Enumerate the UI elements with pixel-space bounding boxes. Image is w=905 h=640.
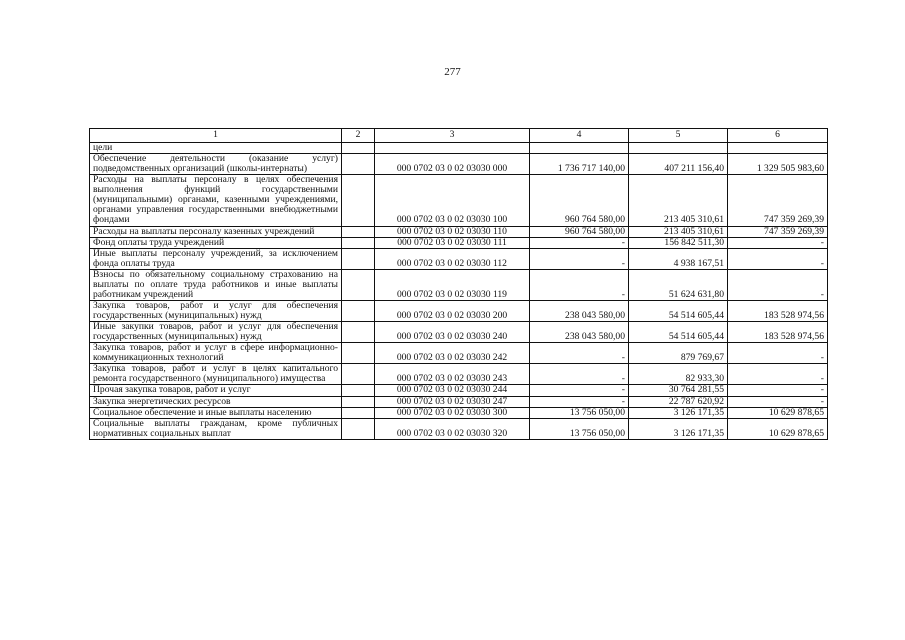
row-value-col6: 183 528 974,56 <box>728 300 828 321</box>
row-col2-cell <box>342 418 375 439</box>
row-value-col4: - <box>530 396 629 407</box>
row-value-col4: 1 736 717 140,00 <box>530 154 629 175</box>
table-row <box>90 385 828 396</box>
row-value-col6: 183 528 974,56 <box>728 322 828 343</box>
row-code-cell: 000 0702 03 0 02 03030 242 <box>375 343 530 364</box>
row-name-cell: Социальные выплаты гражданам, кроме публичных нормативных социальных выплат <box>90 418 342 439</box>
row-value-col5: 30 764 281,55 <box>629 385 728 396</box>
row-value-col6: 10 629 878,65 <box>728 418 828 439</box>
row-col2-cell <box>342 226 375 237</box>
row-value-col5: 213 405 310,61 <box>629 175 728 226</box>
row-value-col4: 960 764 580,00 <box>530 226 629 237</box>
row-col2-cell <box>342 248 375 269</box>
header-col-4: 4 <box>530 129 629 143</box>
header-col-1: 1 <box>90 129 342 143</box>
row-code-cell: 000 0702 03 0 02 03030 119 <box>375 269 530 300</box>
row-value-col5: 22 787 620,92 <box>629 396 728 407</box>
table-row <box>90 407 828 418</box>
row-name-cell: Социальное обеспечение и иные выплаты населению <box>90 407 342 418</box>
row-code-cell: 000 0702 03 0 02 03030 300 <box>375 407 530 418</box>
row-name-cell: Иные выплаты персоналу учреждений, за исключением фонда оплаты труда <box>90 248 342 269</box>
table-row <box>90 396 828 407</box>
row-code-cell: 000 0702 03 0 02 03030 000 <box>375 154 530 175</box>
row-name-cell: Прочая закупка товаров, работ и услуг <box>90 385 342 396</box>
row-value-col6 <box>728 143 828 154</box>
row-value-col4: 238 043 580,00 <box>530 300 629 321</box>
row-col2-cell <box>342 237 375 248</box>
row-value-col6: - <box>728 248 828 269</box>
row-name-cell: Закупка товаров, работ и услуг для обеспечения государственных (муниципальных) нужд <box>90 300 342 321</box>
row-code-cell: 000 0702 03 0 02 03030 247 <box>375 396 530 407</box>
row-value-col6: 747 359 269,39 <box>728 226 828 237</box>
row-value-col6: - <box>728 396 828 407</box>
row-name-cell: Взносы по обязательному социальному страхованию на выплаты по оплате труда работников и иные выплаты работникам учреждений <box>90 269 342 300</box>
row-value-col4: - <box>530 364 629 385</box>
row-code-cell <box>375 143 530 154</box>
header-col-6: 6 <box>728 129 828 143</box>
row-col2-cell <box>342 364 375 385</box>
row-value-col5 <box>629 143 728 154</box>
row-code-cell: 000 0702 03 0 02 03030 112 <box>375 248 530 269</box>
header-col-3: 3 <box>375 129 530 143</box>
row-name-cell: Обеспечение деятельности (оказание услуг) подведомственных организаций (школы-интернаты) <box>90 154 342 175</box>
row-value-col4: - <box>530 248 629 269</box>
row-value-col4: - <box>530 237 629 248</box>
table-row <box>90 226 828 237</box>
table-row <box>90 154 828 175</box>
row-name-cell: Расходы на выплаты персоналу в целях обеспечения выполнения функций государственными (муниципальными) органами, казенными учреждениями, органами управления государственными внебюджетными фондами <box>90 175 342 226</box>
row-value-col4: - <box>530 343 629 364</box>
table-row <box>90 418 828 439</box>
table-row <box>90 322 828 343</box>
row-value-col6: - <box>728 385 828 396</box>
table-header-row <box>90 129 828 143</box>
row-name-cell: Фонд оплаты труда учреждений <box>90 237 342 248</box>
header-col-5: 5 <box>629 129 728 143</box>
row-name-cell: Закупка товаров, работ и услуг в сфере информационно-коммуникационных технологий <box>90 343 342 364</box>
row-col2-cell <box>342 396 375 407</box>
row-value-col4: 960 764 580,00 <box>530 175 629 226</box>
row-value-col5: 51 624 631,80 <box>629 269 728 300</box>
row-code-cell: 000 0702 03 0 02 03030 240 <box>375 322 530 343</box>
row-value-col6: - <box>728 343 828 364</box>
row-value-col5: 3 126 171,35 <box>629 418 728 439</box>
table-row <box>90 248 828 269</box>
table-row <box>90 343 828 364</box>
row-code-cell: 000 0702 03 0 02 03030 244 <box>375 385 530 396</box>
row-col2-cell <box>342 300 375 321</box>
row-code-cell: 000 0702 03 0 02 03030 110 <box>375 226 530 237</box>
table-row <box>90 300 828 321</box>
row-name-cell: Закупка энергетических ресурсов <box>90 396 342 407</box>
row-code-cell: 000 0702 03 0 02 03030 111 <box>375 237 530 248</box>
row-col2-cell <box>342 343 375 364</box>
row-code-cell: 000 0702 03 0 02 03030 243 <box>375 364 530 385</box>
row-value-col5: 54 514 605,44 <box>629 300 728 321</box>
row-col2-cell <box>342 385 375 396</box>
budget-table <box>89 128 828 440</box>
table-row <box>90 269 828 300</box>
row-value-col6: - <box>728 269 828 300</box>
row-value-col5: 54 514 605,44 <box>629 322 728 343</box>
row-col2-cell <box>342 322 375 343</box>
table-row <box>90 175 828 226</box>
row-value-col6: 1 329 505 983,60 <box>728 154 828 175</box>
row-code-cell: 000 0702 03 0 02 03030 320 <box>375 418 530 439</box>
row-code-cell: 000 0702 03 0 02 03030 200 <box>375 300 530 321</box>
row-value-col5: 879 769,67 <box>629 343 728 364</box>
row-name-cell: Закупка товаров, работ и услуг в целях капитального ремонта государственного (муниципального) имущества <box>90 364 342 385</box>
row-value-col5: 213 405 310,61 <box>629 226 728 237</box>
row-value-col6: - <box>728 237 828 248</box>
row-value-col5: 4 938 167,51 <box>629 248 728 269</box>
row-value-col4: 238 043 580,00 <box>530 322 629 343</box>
table-body <box>90 143 828 440</box>
row-value-col6: - <box>728 364 828 385</box>
row-name-cell: Иные закупки товаров, работ и услуг для обеспечения государственных (муниципальных) нужд <box>90 322 342 343</box>
row-name-cell: цели <box>90 143 342 154</box>
row-col2-cell <box>342 143 375 154</box>
row-col2-cell <box>342 407 375 418</box>
row-col2-cell <box>342 269 375 300</box>
row-value-col6: 10 629 878,65 <box>728 407 828 418</box>
table-row <box>90 143 828 154</box>
row-value-col5: 407 211 156,40 <box>629 154 728 175</box>
row-value-col4: - <box>530 269 629 300</box>
row-value-col5: 156 842 511,30 <box>629 237 728 248</box>
row-value-col5: 3 126 171,35 <box>629 407 728 418</box>
row-name-cell: Расходы на выплаты персоналу казенных учреждений <box>90 226 342 237</box>
row-value-col4 <box>530 143 629 154</box>
row-code-cell: 000 0702 03 0 02 03030 100 <box>375 175 530 226</box>
row-value-col6: 747 359 269,39 <box>728 175 828 226</box>
row-col2-cell <box>342 154 375 175</box>
row-value-col4: - <box>530 385 629 396</box>
row-value-col5: 82 933,30 <box>629 364 728 385</box>
page-number: 277 <box>444 66 461 78</box>
header-col-2: 2 <box>342 129 375 143</box>
row-value-col4: 13 756 050,00 <box>530 407 629 418</box>
table-row <box>90 237 828 248</box>
row-value-col4: 13 756 050,00 <box>530 418 629 439</box>
table-row <box>90 364 828 385</box>
row-col2-cell <box>342 175 375 226</box>
